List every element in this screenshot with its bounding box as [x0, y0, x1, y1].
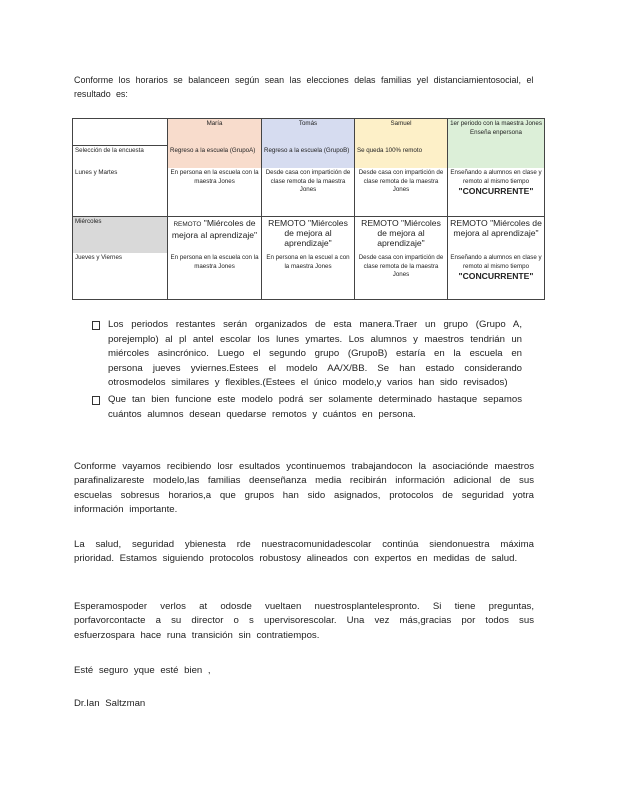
table-row: [73, 217, 545, 254]
intro-paragraph: Conforme los horarios se balanceen según sean las elecciones delas familias yel distanciamientosocial, el resultado es:: [74, 75, 534, 101]
table-header-row: [73, 119, 545, 146]
cell-tomas-seleccion: Regreso a la escuela (GrupoB): [262, 146, 355, 169]
bullet-list: [92, 318, 522, 424]
cell-samuel-seleccion: Se queda 100% remoto: [355, 146, 448, 169]
cell-otro-lunes: Enseñando a alumnos en clase y remoto al mismo tiempo "CONCURRENTE": [448, 168, 545, 217]
row-label-lunes: Lunes y Martes: [73, 168, 168, 217]
row-label-jueves: Jueves y Viernes: [73, 253, 168, 300]
cell-otro-jueves: Enseñando a alumnos en clase y remoto al mismo tiempo "CONCURRENTE": [448, 253, 545, 300]
row-label-seleccion: Selección de la encuesta: [73, 146, 168, 169]
header-tomas: Tomás: [262, 119, 355, 146]
header-maria: María: [168, 119, 262, 146]
paragraph-wellwish: Esté seguro yque esté bien ,: [74, 665, 211, 676]
cell-samuel-lunes: Desde casa con impartición de clase remota de la maestra Jones: [355, 168, 448, 217]
list-item: Que tan bien funcione este modelo podrá ser solamente determinado hastaque sepamos cuántos alumnos desean quedarse remotos y cuántos en persona.: [92, 393, 522, 422]
table-row: [73, 253, 545, 300]
checkbox-bullet-icon: [92, 396, 100, 405]
signature: Dr.Ian Saltzman: [74, 698, 146, 709]
cell-maria-lunes: En persona en la escuela con la maestra Jones: [168, 168, 262, 217]
header-samuel: Samuel: [355, 119, 448, 146]
checkbox-bullet-icon: [92, 321, 100, 330]
cell-tomas-miercoles: REMOTO "Miércoles de mejora al aprendizaje": [262, 217, 355, 254]
schedule-table: [72, 118, 545, 300]
paragraph-health: La salud, seguridad ybienesta rde nuestracomunidadescolar continúa siendonuestra máxima prioridad. Estamos siguiendo protocolos robustosy alineados con expertos en medidas de salud.: [74, 539, 534, 565]
table-row: [73, 146, 545, 169]
cell-samuel-jueves: Desde casa con impartición de clase remota de la maestra Jones: [355, 253, 448, 300]
paragraph-closing: Esperamospoder verlos at odosde vueltaen nuestrosplantelespronto. Si tiene preguntas, porfavorcontacte a su director o s upervisorescolar. Una vez más,gracias por todos sus esfuerzospara hace runa transición sin contratiempos.: [74, 601, 534, 641]
cell-maria-jueves: En persona en la escuela con la maestra Jones: [168, 253, 262, 300]
cell-maria-seleccion: Regreso a la escuela (GrupoA): [168, 146, 262, 169]
cell-samuel-miercoles: REMOTO "Miércoles de mejora al aprendizaje": [355, 217, 448, 254]
cell-otro-seleccion: [448, 146, 545, 169]
header-empty-cell: [73, 119, 168, 146]
cell-tomas-lunes: Desde casa con impartición de clase remota de la maestra Jones: [262, 168, 355, 217]
row-label-miercoles: Miércoles: [73, 217, 168, 254]
paragraph-results: Conforme vayamos recibiendo losr esultados ycontinuemos trabajandocon la asociaciónde maestros parafinalizareste modelo,las familias deenseñanza media recibirán información adicional de sus escuelas sobresus horarios,a que grupos han sido asignados, protocolos de seguridad yotra información importante.: [74, 461, 534, 516]
table-row: [73, 168, 545, 217]
list-item: Los periodos restantes serán organizados de esta manera.Traer un grupo (Grupo A, porejemplo) al pl antel escolar los lunes ymartes. Los alumnos y maestros tendrián un miércoles asincrónico. Luego el segundo grupo (GrupoB) estaría en la escuela en persona jueves yviernes.Estees el modelo AA/X/BB. Se han estado considerando otrosmodelos similares y flexibles.(Estees el único modelo,y varios han sido revisados): [92, 318, 522, 391]
cell-otro-miercoles: REMOTO "Miércoles de mejora al aprendizaje": [448, 217, 545, 254]
cell-tomas-jueves: En persona en la escuel a con la maestra Jones: [262, 253, 355, 300]
cell-maria-miercoles: REMOTO "Miércoles de mejora al aprendizaje": [168, 217, 262, 254]
header-otro: 1er periodo con la maestra Jones Enseña enpersona: [448, 119, 545, 146]
